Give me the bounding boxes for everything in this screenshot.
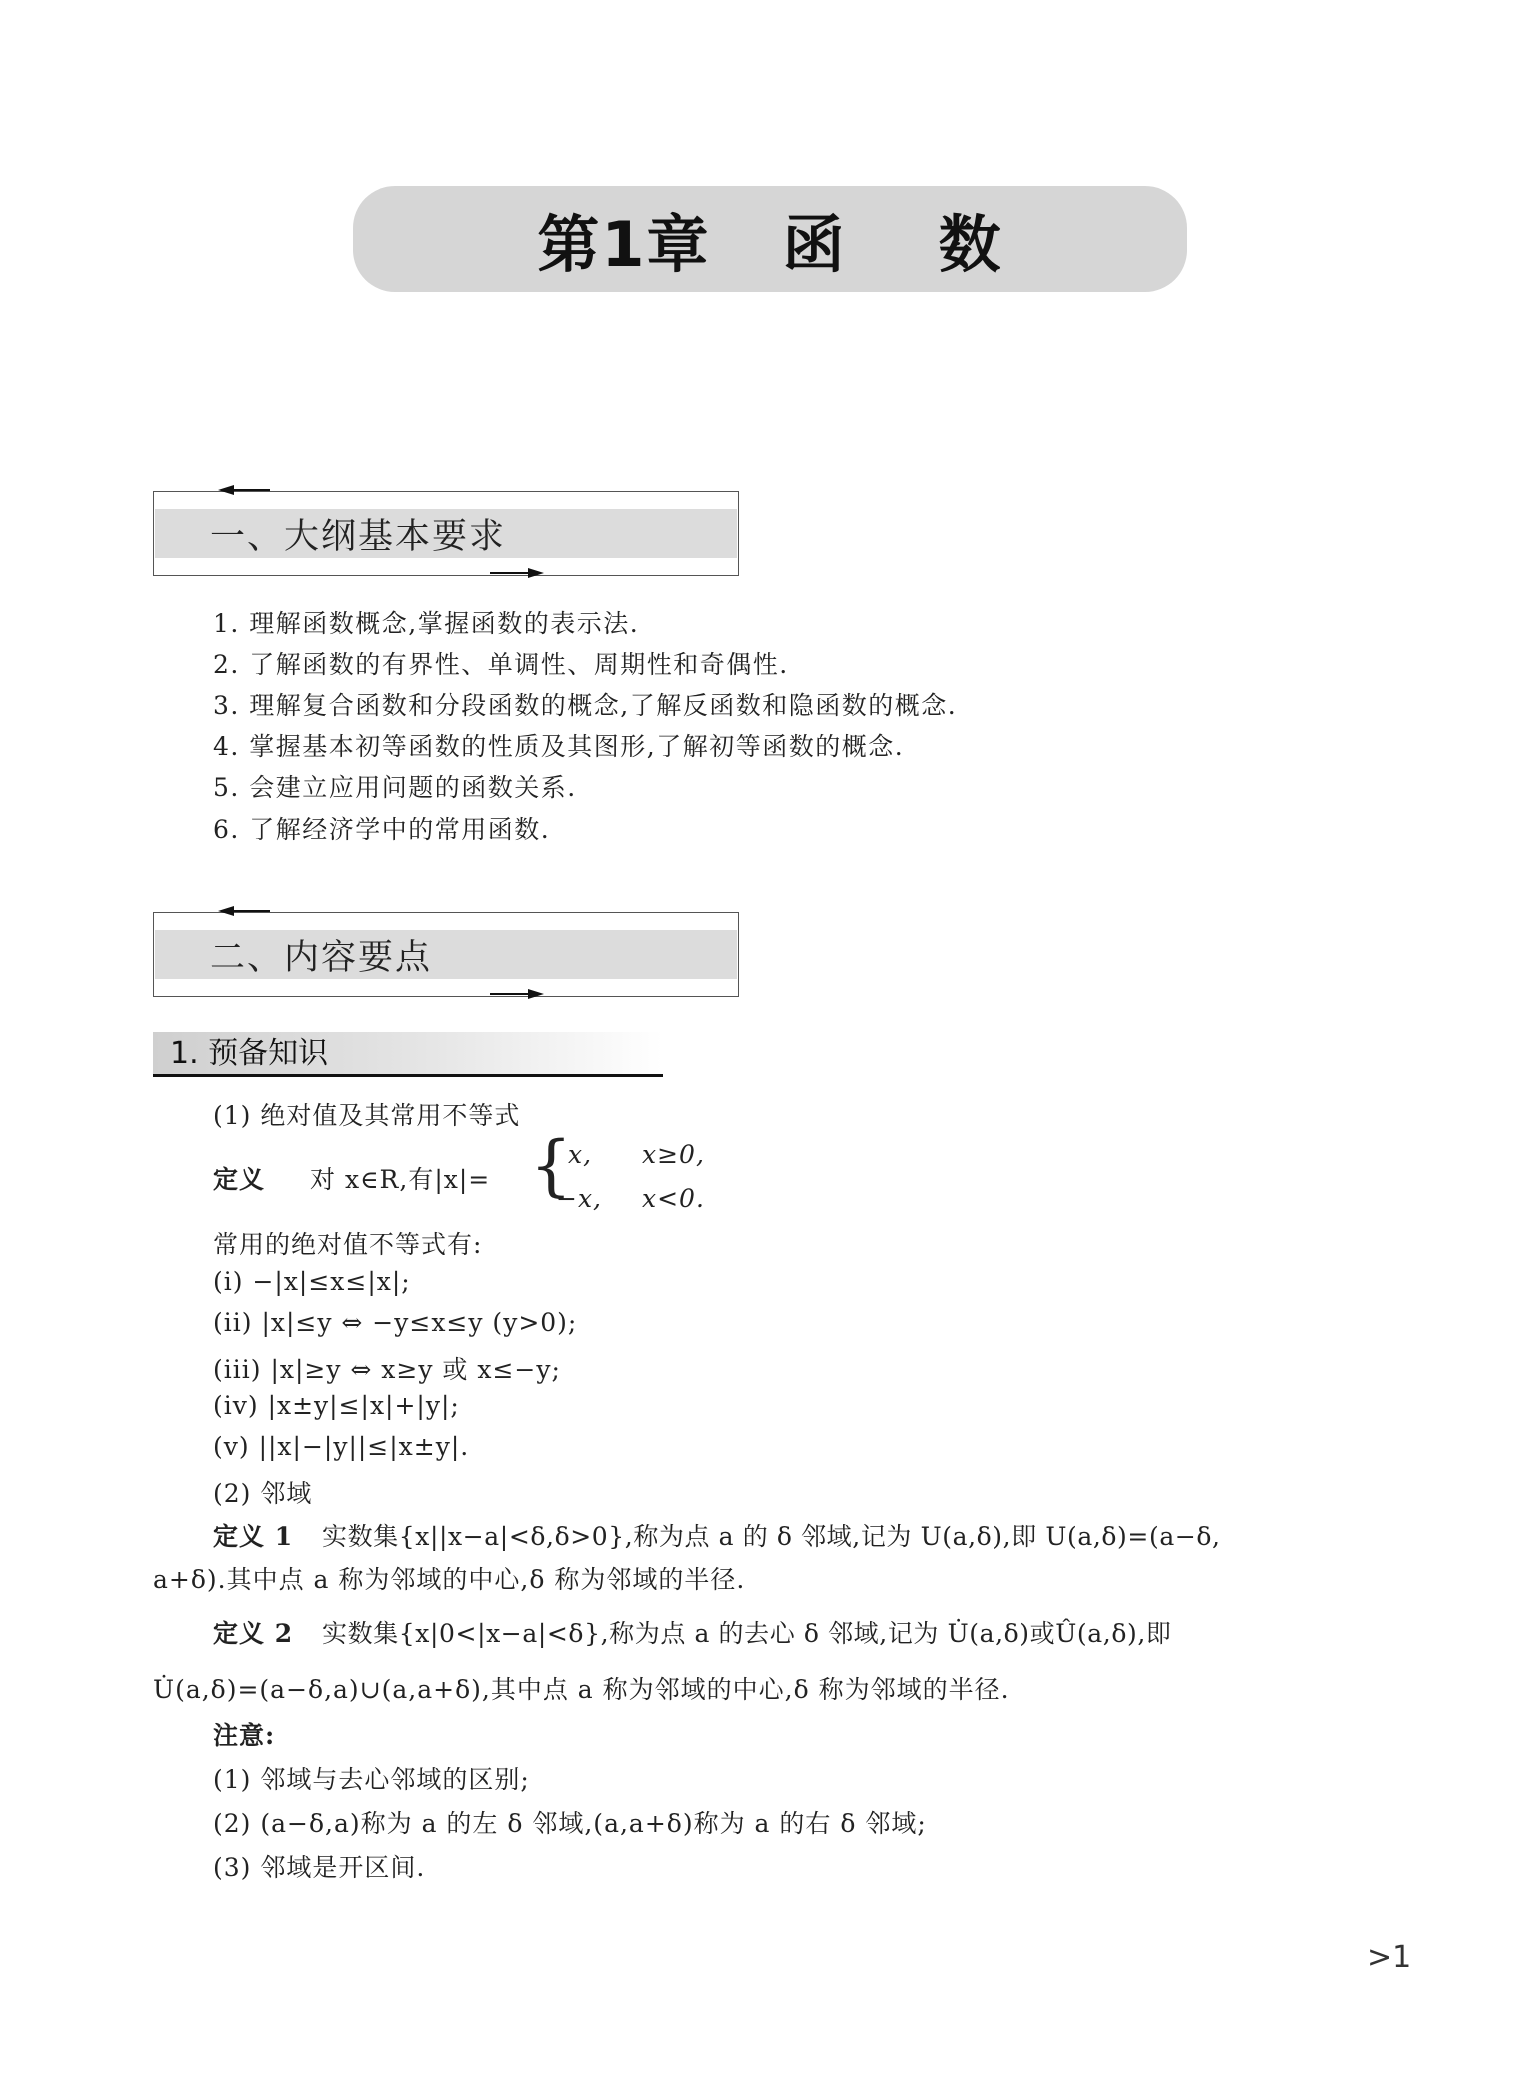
arrow-line bbox=[490, 993, 528, 995]
arrow-right-icon bbox=[528, 989, 544, 999]
definition-2-label: 定义 2 bbox=[213, 1619, 294, 1648]
abs-heading: (1) 绝对值及其常用不等式 bbox=[213, 1101, 521, 1130]
requirement-item: 4. 掌握基本初等函数的性质及其图形,了解初等函数的概念. bbox=[213, 732, 905, 761]
inequality-item: (i) −|x|≤x≤|x|; bbox=[213, 1267, 411, 1296]
subsection-underline bbox=[153, 1074, 663, 1077]
definition-text: 对 x∈R,有|x|= bbox=[310, 1165, 491, 1194]
arrow-line bbox=[232, 489, 270, 491]
page-number: >1 bbox=[1367, 1940, 1412, 1975]
requirement-item: 5. 会建立应用问题的函数关系. bbox=[213, 773, 577, 802]
arrow-line bbox=[232, 910, 270, 912]
note-item: (2) (a−δ,a)称为 a 的左 δ 邻域,(a,a+δ)称为 a 的右 δ 邻域; bbox=[213, 1809, 927, 1838]
piecewise-brace: { bbox=[530, 1127, 572, 1204]
definition-label: 定义 bbox=[213, 1165, 266, 1194]
section-title-1: 一、大纲基本要求 bbox=[210, 517, 507, 557]
chapter-title-char-1: 函 bbox=[782, 207, 847, 281]
arrow-right-icon bbox=[528, 568, 544, 578]
neighborhood-heading: (2) 邻域 bbox=[213, 1479, 313, 1508]
inequality-item: (iii) |x|≥y ⇔ x≥y 或 x≤−y; bbox=[213, 1355, 561, 1384]
inequality-item: (ii) |x|≤y ⇔ −y≤x≤y (y>0); bbox=[213, 1308, 578, 1337]
definition-1-line-1: 实数集{x||x−a|<δ,δ>0},称为点 a 的 δ 邻域,记为 U(a,δ),即 U(a,δ)=(a−δ, bbox=[322, 1522, 1221, 1551]
definition-1-label: 定义 1 bbox=[213, 1522, 294, 1551]
note-label: 注意: bbox=[213, 1721, 276, 1750]
definition-1-line-2: a+δ).其中点 a 称为邻域的中心,δ 称为邻域的半径. bbox=[153, 1565, 746, 1594]
chapter-label: 第1章 bbox=[537, 207, 711, 281]
chapter-title-char-2: 数 bbox=[938, 207, 1003, 281]
inequality-item: (v) ||x|−|y||≤|x±y|. bbox=[213, 1432, 470, 1461]
inequality-intro: 常用的绝对值不等式有: bbox=[213, 1230, 483, 1259]
inequality-item: (iv) |x±y|≤|x|+|y|; bbox=[213, 1391, 460, 1420]
arrow-line bbox=[490, 572, 528, 574]
piece-2-expression: −x, bbox=[556, 1184, 602, 1213]
note-item: (1) 邻域与去心邻域的区别; bbox=[213, 1765, 530, 1794]
piece-1-condition: x≥0, bbox=[642, 1140, 705, 1169]
piece-1-expression: x, bbox=[568, 1140, 593, 1169]
requirement-item: 2. 了解函数的有界性、单调性、周期性和奇偶性. bbox=[213, 650, 789, 679]
definition-2-line-1: 实数集{x|0<|x−a|<δ},称为点 a 的去心 δ 邻域,记为 U̇(a,δ)或Û(a,δ),即 bbox=[322, 1619, 1172, 1648]
section-title-2: 二、内容要点 bbox=[210, 938, 433, 978]
requirement-item: 6. 了解经济学中的常用函数. bbox=[213, 815, 551, 844]
definition-2-line-2: U̇(a,δ)=(a−δ,a)∪(a,a+δ),其中点 a 称为邻域的中心,δ 称为邻域的半径. bbox=[153, 1675, 1010, 1704]
requirement-item: 3. 理解复合函数和分段函数的概念,了解反函数和隐函数的概念. bbox=[213, 691, 958, 720]
requirement-item: 1. 理解函数概念,掌握函数的表示法. bbox=[213, 609, 640, 638]
piece-2-condition: x<0. bbox=[642, 1184, 705, 1213]
subsection-title: 1. 预备知识 bbox=[170, 1036, 329, 1071]
note-item: (3) 邻域是开区间. bbox=[213, 1853, 426, 1882]
chapter-title bbox=[353, 186, 1187, 292]
